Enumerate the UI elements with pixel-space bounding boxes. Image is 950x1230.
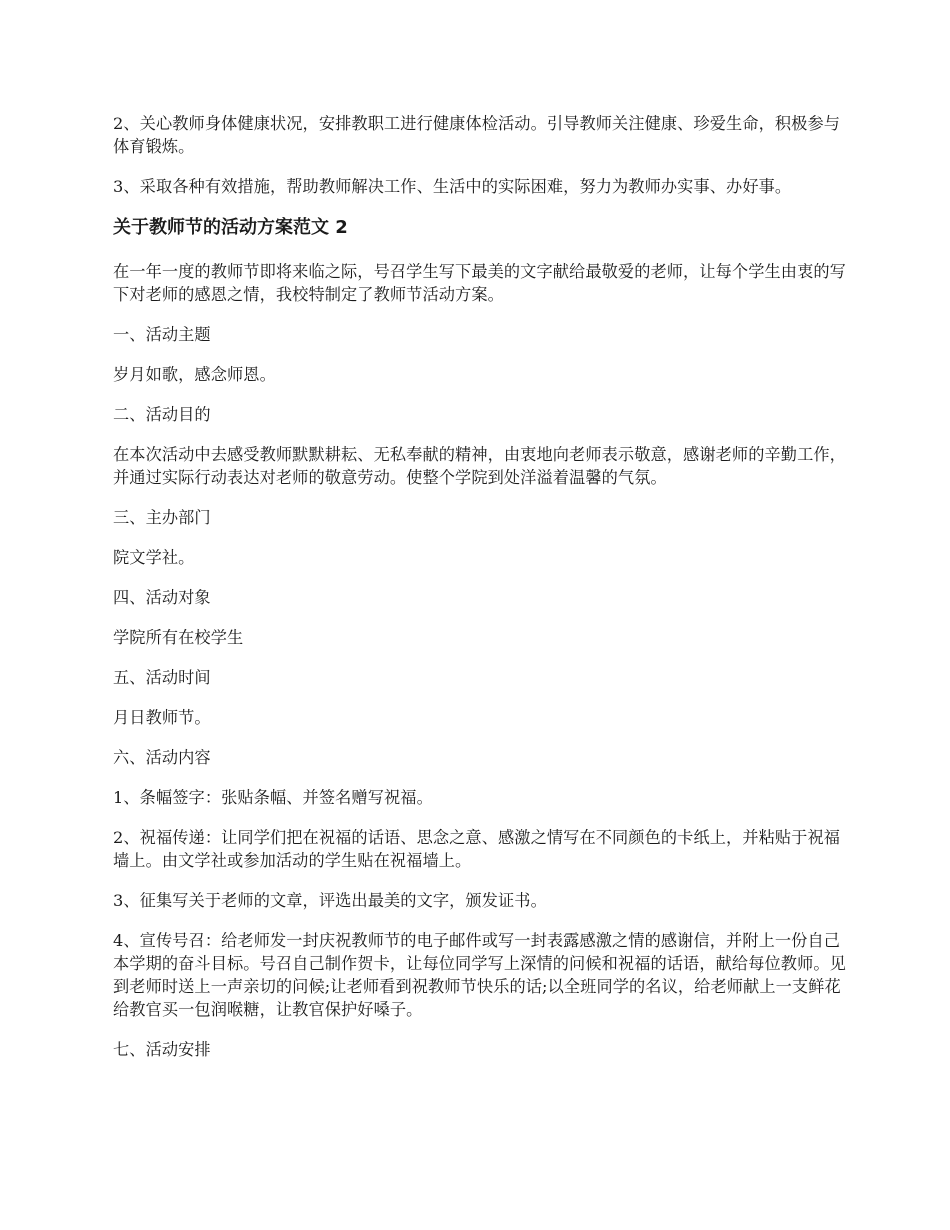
paragraph-content-title: 六、活动内容 — [113, 748, 211, 767]
paragraph-audience-title: 四、活动对象 — [113, 588, 211, 607]
paragraph-intro: 在一年一度的教师节即将来临之际，号召学生写下最美的文字献给最敬爱的老师，让每个学生由衷的写下对老师的感恩之情，我校特制定了教师节活动方案。 — [113, 262, 846, 304]
paragraph-health-check: 2、关心教师身体健康状况，安排教职工进行健康体检活动。引导教师关注健康、珍爱生命，积极参与体育锻炼。 — [113, 114, 841, 156]
paragraph-theme-title: 一、活动主题 — [113, 325, 211, 344]
paragraph-purpose: 在本次活动中去感受教师默默耕耘、无私奉献的精神，由衷地向老师表示敬意，感谢老师的辛勤工作，并通过实际行动表达对老师的敬意劳动。使整个学院到处洋溢着温馨的气氛。 — [113, 445, 846, 487]
paragraph-organizer-title: 三、主办部门 — [113, 508, 211, 527]
paragraph-organizer: 院文学社。 — [113, 548, 195, 567]
paragraph-time-title: 五、活动时间 — [113, 668, 211, 687]
paragraph-arrangement-title: 七、活动安排 — [113, 1040, 211, 1059]
document-page — [113, 112, 855, 1078]
paragraph-content-2: 2、祝福传递：让同学们把在祝福的话语、思念之意、感激之情写在不同颜色的卡纸上，并粘贴于祝福墙上。由文学社或参加活动的学生贴在祝福墙上。 — [113, 828, 841, 870]
paragraph-audience: 学院所有在校学生 — [113, 628, 244, 647]
paragraph-time: 月日教师节。 — [113, 708, 211, 727]
paragraph-purpose-title: 二、活动目的 — [113, 405, 211, 424]
section-heading: 关于教师节的活动方案范文 2 — [113, 217, 348, 238]
paragraph-theme: 岁月如歌，感念师恩。 — [113, 365, 276, 384]
paragraph-practical-help: 3、采取各种有效措施，帮助教师解决工作、生活中的实际困难，努力为教师办实事、办好事。 — [113, 177, 792, 196]
paragraph-content-1: 1、条幅签字：张贴条幅、并签名赠写祝福。 — [113, 788, 433, 807]
paragraph-content-4: 4、宣传号召：给老师发一封庆祝教师节的电子邮件或写一封表露感激之情的感谢信，并附上一份自己本学期的奋斗目标。号召自己制作贺卡，让每位同学写上深情的问候和祝福的话语，献给每位教师。见到老师时送上一声亲切的问候;让老师看到祝教师节快乐的话;以全班同学的名议，给老师献上一支鲜花给教官买一包润喉糖，让教官保护好嗓子。 — [113, 931, 846, 1019]
paragraph-content-3: 3、征集写关于老师的文章，评选出最美的文字，颁发证书。 — [113, 891, 547, 910]
